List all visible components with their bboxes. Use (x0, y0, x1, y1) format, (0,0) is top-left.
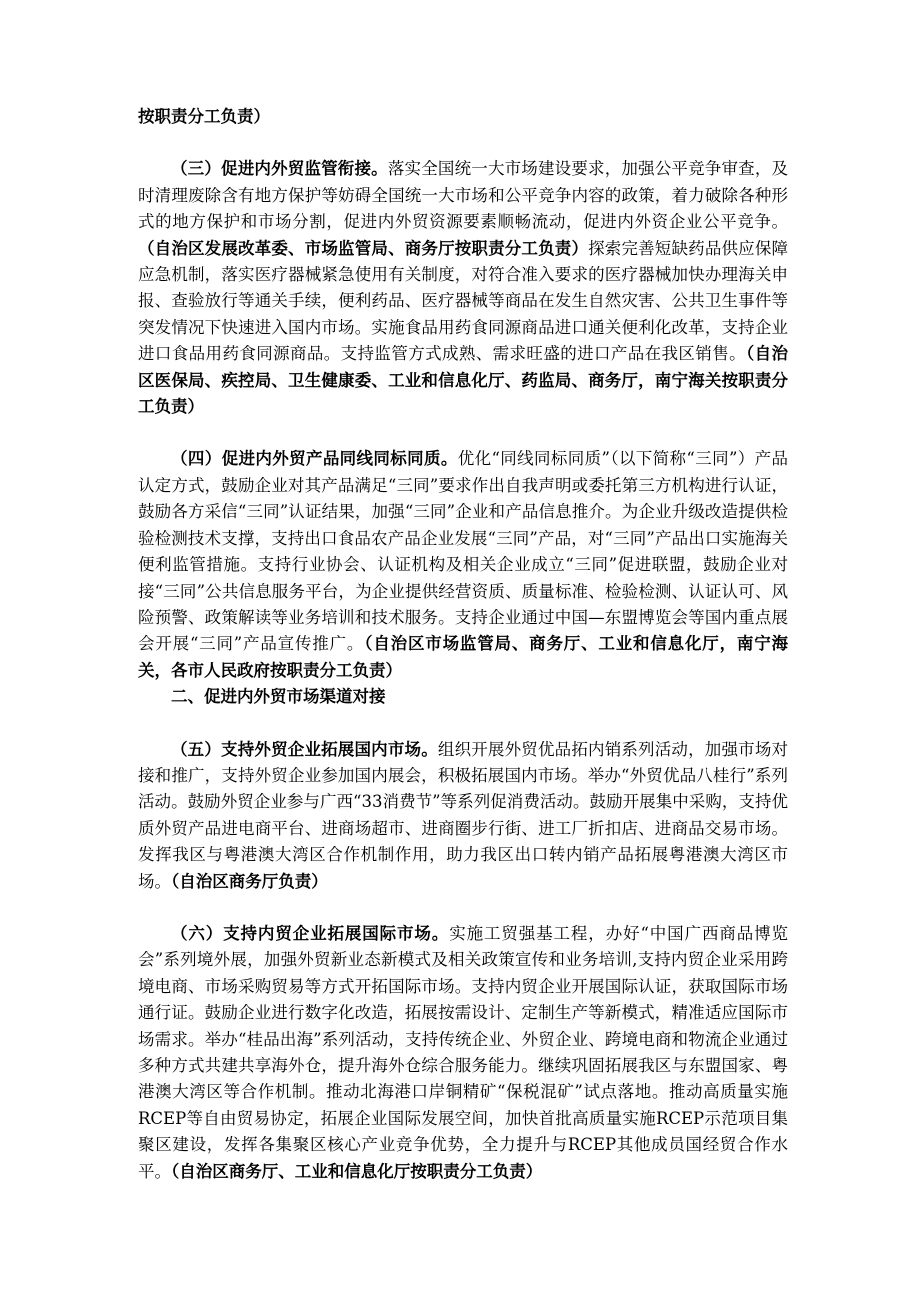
section-3-lead: （三）促进内外贸监管衔接。 (171, 159, 388, 179)
section-6-paragraph (138, 921, 788, 1185)
section-3-responsibility-2: （自治区医保局、疾控局、卫生健康委、工业和信息化厅、药监局、商务厅，南宁海关按职责分工负责） (138, 344, 789, 417)
section-3-responsibility-1: （自治区发展改革委、市场监管局、商务厅按职责分工负责） (138, 238, 589, 258)
top-fragment: 按职责分工负责） (138, 107, 270, 126)
section-5-responsibility-1: （自治区商务厅负责） (171, 871, 328, 891)
section-4-body-1: 优化“同线同标同质”（以下简称“三同”）产品认定方式，鼓励企业对其产品满足“三同”要求作出自我声明或委托第三方机构进行认证，鼓励各方采信“三同”认证结果，加强“三同”企业和产品信息推介。为企业升级改造提供检验检测技术支撑，支持出口食品农产品企业发展“三同”产品，对“三同”产品出口实施海关便利监管措施。支持行业协会、认证机构及相关企业成立“三同”促进联盟，鼓励企业对接“三同”公共信息服务平台，为企业提供经营资质、质量标准、检验检测、认证认可、风险预警、政策解读等业务培训和技术服务。支持企业通过中国—东盟博览会等国内重点展会开展“三同”产品宣传推广。 (138, 449, 788, 654)
section-5-lead: （五）支持外贸企业拓展国内市场。 (171, 739, 438, 759)
section-5-paragraph (138, 737, 788, 895)
section-4-paragraph (138, 446, 788, 684)
section-4-responsibility-1: （自治区市场监管局、商务厅、工业和信息化厅，南宁海关，各市人民政府按职责分工负责） (138, 634, 788, 680)
section-6-body-1: 实施工贸强基工程，办好“中国广西商品博览会”系列境外展，加强外贸新业态新模式及相关政策宣传和业务培训,支持内贸企业采用跨境电商、市场采购贸易等方式开拓国际市场。支持内贸企业开展国际认证，获取国际市场通行证。鼓励企业进行数字化改造，拓展按需设计、定制生产等新模式，精准适应国际市场需求。举办“桂品出海”系列活动，支持传统企业、外贸企业、跨境电商和物流企业通过多种方式共建共享海外仓，提升海外仓综合服务能力。继续巩固拓展我区与东盟国家、粤港澳大湾区等合作机制。推动北海港口岸铜精矿“保税混矿”试点落地。推动高质量实施RCEP等自由贸易协定，拓展企业国际发展空间，加快首批高质量实施RCEP示范项目集聚区建设，发挥各集聚区核心产业竞争优势，全力提升与RCEP其他成员国经贸合作水平。 (138, 923, 789, 1181)
section-5-body-1: 组织开展外贸优品拓内销系列活动，加强市场对接和推广，支持外贸企业参加国内展会，积极拓展国内市场。举办“外贸优品八桂行”系列活动。鼓励外贸企业参与广西“33消费节”等系列促消费活动。鼓励开展集中采购，支持优质外贸产品进电商平台、进商场超市、进商圈步行街、进工厂折扣店、进商品交易市场。发挥我区与粤港澳大湾区合作机制作用，助力我区出口转内销产品拓展粤港澳大湾区市场。 (138, 739, 789, 891)
chapter-heading-2: 二、促进内外贸市场渠道对接 (171, 687, 386, 707)
section-3-paragraph (138, 156, 788, 420)
section-4-lead: （四）促进内外贸产品同线同标同质。 (171, 449, 458, 469)
section-6-lead: （六）支持内贸企业拓展国际市场。 (171, 923, 450, 943)
section-3-body-1: 落实全国统一大市场建设要求，加强公平竞争审查，及时清理废除含有地方保护等妨碍全国统一大市场和公平竞争内容的政策，着力破除各种形式的地方保护和市场分割，促进内外贸资源要素顺畅流动，促进内外资企业公平竞争。 (138, 159, 789, 232)
document-page (138, 104, 788, 1185)
section-6-responsibility-1: （自治区商务厅、工业和信息化厅按职责分工负责） (171, 1161, 543, 1181)
section-3-body-2: 探索完善短缺药品供应保障应急机制，落实医疗器械紧急使用有关制度，对符合准入要求的医疗器械加快办理海关申报、查验放行等通关手续，便利药品、医疗器械等商品在发生自然灾害、公共卫生事件等突发情况下快速进入国内市场。实施食品用药食同源商品进口通关便利化改革，支持企业进口食品用药食同源商品。支持监管方式成熟、需求旺盛的进口产品在我区销售。 (138, 238, 789, 364)
